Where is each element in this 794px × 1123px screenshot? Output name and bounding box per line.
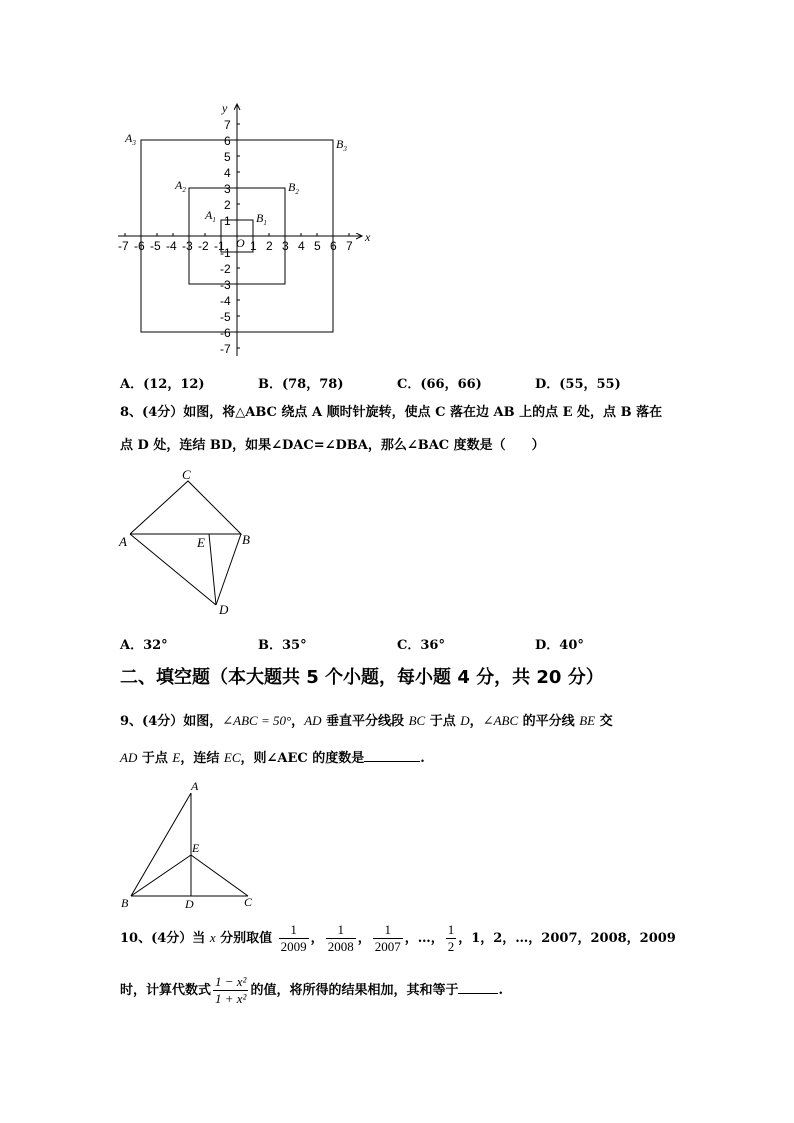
q10-line2-prefix: 时，计算代数式 <box>120 983 212 998</box>
y-tick-label: -1 <box>220 246 231 260</box>
q10-x: x <box>209 930 216 945</box>
y-tick-label: 3 <box>224 182 231 196</box>
x-tick-label: 3 <box>282 239 289 253</box>
q9-point-b: B <box>121 896 129 910</box>
section-title: 二、填空题（本大题共 5 个小题，每小题 4 分，共 20 分） <box>120 667 604 688</box>
label-b1: $B_1$ <box>256 211 267 227</box>
q9-angle: ∠ABC = 50° <box>222 713 292 728</box>
q7-option-a[interactable]: A．(12，12) <box>120 377 205 392</box>
rotation-figure <box>115 465 260 620</box>
q8-option-a[interactable]: A．32° <box>120 638 168 653</box>
q9-t9: ，则∠AEC 的度数是 <box>240 751 365 766</box>
q10-line2-tail: 的值，将所得的结果相加，其和等于 <box>250 983 459 998</box>
q7-option-b[interactable]: B．(78，78) <box>258 377 344 392</box>
y-tick-label: 1 <box>224 214 231 228</box>
fraction-1-2: $\frac{1}{2}$ <box>447 922 455 954</box>
y-tick-label: -4 <box>220 294 231 308</box>
triangle-abc <box>130 481 241 534</box>
label-b2: $B_2$ <box>288 180 299 196</box>
q9-d: D <box>460 713 470 728</box>
q10-line-1 <box>120 920 676 957</box>
q9-ad: AD <box>304 713 322 728</box>
q9-t5: 的平分线 <box>518 714 580 729</box>
y-tick-label: -2 <box>220 262 231 276</box>
q8-line-2: 点 D 处，连结 BD，如果∠DAC=∠DBA，那么∠BAC 度数是（ ） <box>120 438 545 453</box>
q10-mid: 分别取值 <box>215 931 273 946</box>
q8-point-b: B <box>242 532 250 547</box>
q8-point-e: E <box>197 535 205 550</box>
q9-t6: 交 <box>595 714 613 729</box>
y-tick-label: 5 <box>224 150 231 164</box>
q9-line-2 <box>120 748 425 769</box>
q7-option-c[interactable]: C．(66，66) <box>397 377 482 392</box>
q9-e: E <box>172 750 181 765</box>
x-tick-label: -2 <box>198 239 209 253</box>
q10-sep-1: ， <box>310 931 324 946</box>
q9-t4: ， <box>469 714 483 729</box>
q9-ec: EC <box>223 750 241 765</box>
y-tick-label: -7 <box>220 342 231 356</box>
q9-ad-2: AD <box>120 750 138 765</box>
y-tick-label: -5 <box>220 310 231 324</box>
y-tick-label: -3 <box>220 278 231 292</box>
x-tick-label: -6 <box>134 239 145 253</box>
q10-dots: ，…， <box>404 931 444 946</box>
bisector-figure <box>115 775 260 910</box>
q9-point-d: D <box>185 897 194 910</box>
x-tick-label: -5 <box>150 239 161 253</box>
q8-option-b[interactable]: B．35° <box>258 638 307 653</box>
y-tick-label: 7 <box>224 118 231 132</box>
y-tick-label: 6 <box>224 134 231 148</box>
coordinate-figure <box>110 95 380 365</box>
q10-tail: ，1，2，…，2007，2008，2009 <box>458 931 676 946</box>
origin-label: O <box>236 236 245 250</box>
q8-point-d: D <box>219 602 229 617</box>
q8-option-c[interactable]: C．36° <box>397 638 445 653</box>
q8-point-c: C <box>182 467 191 482</box>
q9-prefix: 9、(4分）如图， <box>120 714 223 729</box>
x-tick-label: 2 <box>266 239 273 253</box>
segment-ed <box>209 534 216 605</box>
q8-line-1: 8、(4分）如图，将△ABC 绕点 A 顺时针旋转，使点 C 落在边 AB 上的点 E 处，点 B 落在 <box>120 405 663 420</box>
q9-point-e: E <box>192 841 200 855</box>
q9-bc: BC <box>408 713 426 728</box>
fraction-1-2007: $\frac{1}{2007}$ <box>374 922 401 954</box>
q10-end: . <box>498 983 504 998</box>
q9-t7: 于点 <box>137 751 173 766</box>
x-tick-label: 5 <box>314 239 321 253</box>
y-tick-label: -6 <box>220 326 231 340</box>
q9-point-a: A <box>191 779 199 793</box>
q9-be: BE <box>579 713 596 728</box>
fraction-1-2009: $\frac{1}{2009}$ <box>280 922 307 954</box>
q7-option-d[interactable]: D．(55，55) <box>535 377 621 392</box>
fraction-1-2008: $\frac{1}{2008}$ <box>327 922 354 954</box>
x-tick-label: 1 <box>250 239 257 253</box>
x-tick-label: 7 <box>346 239 353 253</box>
x-tick-label: -3 <box>182 239 193 253</box>
q9-point-c: C <box>244 895 253 909</box>
segment-ab <box>131 793 191 896</box>
q10-sep-2: ， <box>357 931 371 946</box>
q10-answer-blank[interactable] <box>458 981 498 994</box>
q8-point-a: A <box>119 534 127 549</box>
y-tick-label: 4 <box>224 166 231 180</box>
x-tick-label: 6 <box>330 239 337 253</box>
x-tick-label: 4 <box>298 239 305 253</box>
q8-option-d[interactable]: D．40° <box>535 638 584 653</box>
label-a3: $A_3$ <box>125 131 136 147</box>
x-tick-label: -7 <box>118 239 129 253</box>
x-axis-label: x <box>365 230 371 244</box>
label-b3: $B_3$ <box>336 137 347 153</box>
q9-t3: 于点 <box>425 714 461 729</box>
q9-end: . <box>420 751 425 766</box>
q9-t2: 垂直平分线段 <box>321 714 409 729</box>
q9-t1: ， <box>291 714 305 729</box>
q9-t8: ，连结 <box>180 751 224 766</box>
q9-angle-2: ∠ABC <box>482 713 519 728</box>
x-tick-label: -4 <box>166 239 177 253</box>
segment-be <box>131 855 191 896</box>
x-tick-label: -1 <box>214 239 225 253</box>
q10-line-2 <box>120 973 503 1009</box>
q9-line-1 <box>120 711 613 732</box>
segment-bd <box>216 534 241 605</box>
label-a2: $A_2$ <box>175 178 186 194</box>
y-tick-label: 2 <box>224 198 231 212</box>
q8-options <box>120 634 720 658</box>
q7-options <box>120 373 720 397</box>
y-axis-label: y <box>222 101 228 115</box>
expression-fraction: $\frac{\text{1 − x²}}{\text{1 + x²}}$ <box>215 974 247 1006</box>
segment-ec <box>191 855 248 896</box>
q10-prefix: 10、(4分）当 <box>120 931 210 946</box>
label-a1: $A_1$ <box>205 208 216 224</box>
q9-answer-blank[interactable] <box>364 749 420 762</box>
